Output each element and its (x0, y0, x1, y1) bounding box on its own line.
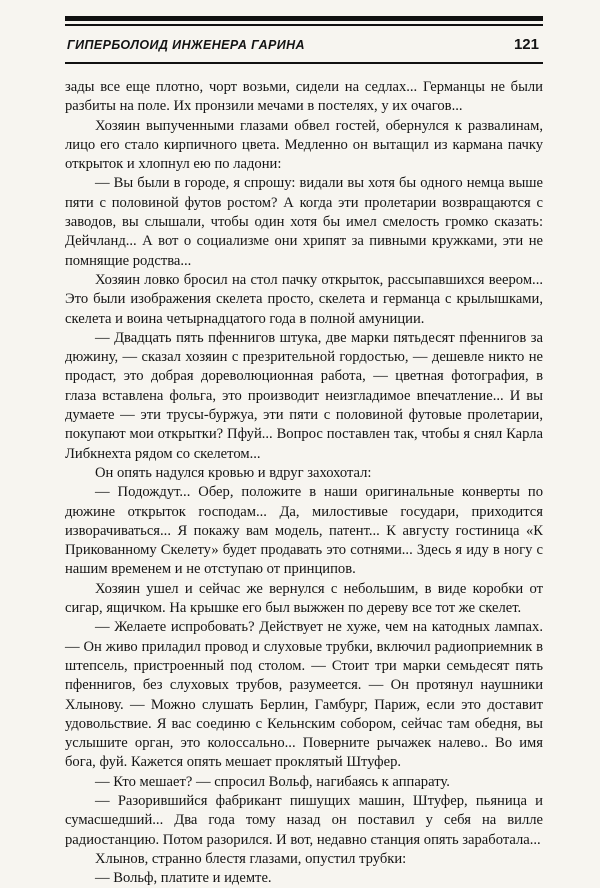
paragraph: — Вольф, платите и идемте. (95, 870, 272, 887)
header-rule-thin (65, 24, 543, 26)
body-text (65, 78, 543, 888)
paragraph: Хозяин выпученными глазами обвел гостей, обернулся к развалинам, лицо его стало кирпичного цвета. Медленно он вытащил из кармана пачку открыток и хлопнул ею по ладони: (65, 117, 543, 173)
paragraph: Хозяин ловко бросил на стол пачку открыток, рассыпавшихся веером... Это были изображения скелета просто, скелета и германца с крылышками, скелета и воина четырнадцатого года в полной амуниции. (65, 271, 543, 327)
page-number: 121 (513, 36, 539, 53)
header-rule-thick (65, 16, 543, 21)
paragraph: зады все еще плотно, чорт возьми, сидели на седлах... Германцы не были разбиты на поле. Их пронзили мечами в постелях, у их очагов... (65, 79, 543, 115)
paragraph: — Вы были в городе, я спрошу: видали вы хотя бы одного немца выше пяти с половиной футов ростом? А когда эти пролетарии возвращаются с заводов, вы слышали, чтобы один хотя бы имел смелость громко сказать: Дейчланд... А вот о социализме они хрипят за пивными кружками, эти не помнящие родства... (65, 175, 543, 269)
paragraph: Хлынов, странно блестя глазами, опустил трубки: (95, 850, 407, 867)
header-rule-bottom (65, 62, 543, 64)
paragraph: Хозяин ушел и сейчас же вернулся с небольшим, в виде коробки от сигар, ящичком. На крышке его был выжжен по дереву все тот же скелет. (65, 580, 543, 617)
paragraph: — Подождут... Обер, положите в наши оригинальные конверты по дюжине открыток господам... Да, милостивые государи, приходится изворачиваться... Я покажу вам модель, патент... К августу гостиница «К Прикованному Скелету» будет продавать это сотнями... Здесь я иду в ногу с нашим временем и не отступаю от принципов. (65, 484, 543, 578)
paragraph: — Двадцать пять пфеннигов штука, две марки пятьдесят пфеннигов за дюжину, — сказал хозяин с презрительной гордостью, — дешевле никто не продаст, это добрая дореволюционная работа, — цветная фотография, в глаза вставлена фольга, это производит неизгладимое впечатление... И вы думаете — эти трусы-буржуа, эти пяти с половиной футовые пролетарии, покупают мои открытки? Пфуй... Вопрос поставлен так, чтобы я снял Карла Либкнехта рядом со скелетом... (65, 329, 543, 462)
paragraph: — Кто мешает? — спросил Вольф, нагибаясь к аппарату. (95, 773, 450, 790)
paragraph: — Разорившийся фабрикант пишущих машин, Штуфер, пьяница и сумасшедший... Два года тому назад он поставил у себя на вилле радиостанцию. Потом разорился. И вот, недавно станция опять заработала... (65, 792, 543, 848)
running-title: ГИПЕРБОЛОИД ИНЖЕНЕРА ГАРИНА (67, 38, 305, 52)
paragraph: Он опять надулся кровью и вдруг захохотал: (95, 464, 372, 481)
paragraph: — Желаете испробовать? Действует не хуже, чем на катодных лампах. — Он живо приладил провод и слуховые трубки, включил радиоприемник в штепсель, пристроенный под столом. — Стоит три марки семьдесят пять пфеннигов, без слуховых трубов, разумеется. — Он протянул наушники Хлынову. — Можно слушать Берлин, Гамбург, Париж, если это доставит удовольствие. Я вас соединю с Кельнским собором, сейчас там обедня, вы услышите орган, это колоссально... Поверните рычажек налево.. Во имя бога, фуй. Кажется опять мешает проклятый Штуфер. (65, 619, 543, 771)
running-header (65, 36, 543, 58)
